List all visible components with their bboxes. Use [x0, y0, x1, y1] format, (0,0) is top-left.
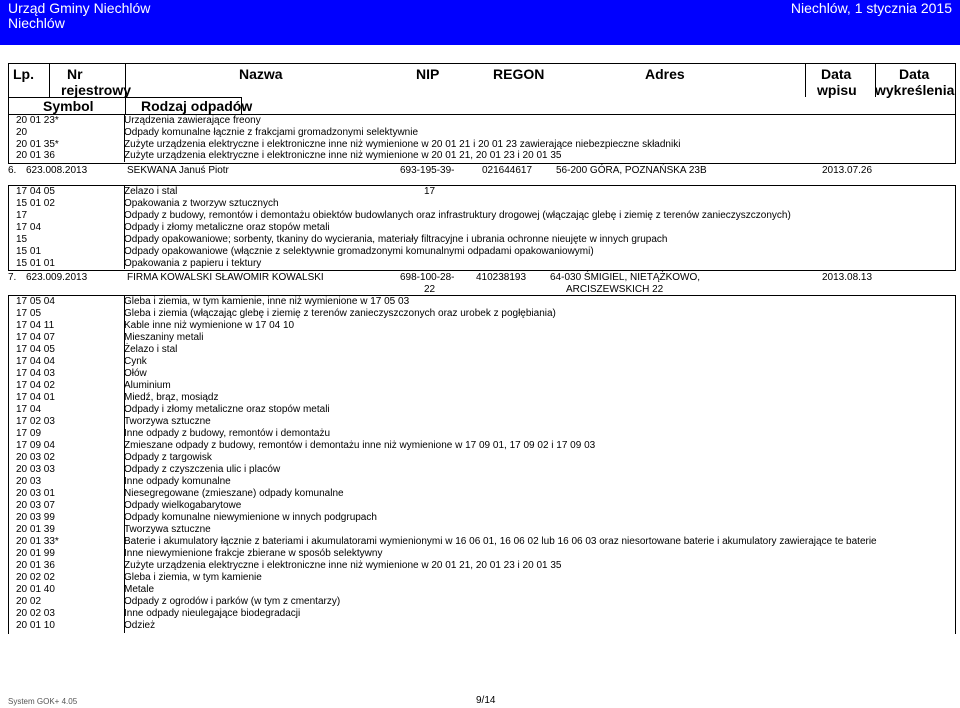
entry-nazwa: FIRMA KOWALSKI SŁAWOMIR KOWALSKI: [127, 272, 324, 283]
col-nr: Nr: [67, 66, 83, 82]
col-adres: Adres: [645, 66, 685, 82]
col-nip: NIP: [416, 66, 440, 82]
entry-regon: 410238193: [476, 272, 527, 283]
page-number: 9/14: [476, 695, 496, 706]
col-rodzaj: Rodzaj odpadów: [141, 98, 253, 114]
entry-adres-2: ARCISZEWSKICH 22: [566, 284, 664, 295]
col-data-wykreslenia: Data: [899, 66, 930, 82]
col-nazwa: Nazwa: [239, 66, 283, 82]
entry-nip: 698-100-28-: [400, 272, 455, 283]
entry-data: 2013.07.26: [822, 165, 873, 176]
entry-lp: 6.: [8, 165, 17, 176]
entry-adres: 64-030 ŚMIGIEL, NIETĄŻKOWO,: [550, 272, 701, 283]
entry-nip: 693-195-39-: [400, 165, 455, 176]
entry-nip-2: 17: [424, 186, 436, 197]
col-data-wykreslenia-2: wykreślenia: [875, 82, 955, 98]
entry-regon: 021644617: [482, 165, 533, 176]
entry-adres: 56-200 GÓRA, POZNAŃSKA 23B: [556, 165, 707, 176]
col-symbol: Symbol: [43, 98, 94, 114]
col-regon: REGON: [493, 66, 545, 82]
report-date: Niechlów, 1 stycznia 2015: [790, 0, 952, 16]
col-data-wpisu: Data: [821, 66, 852, 82]
system-version: System GOK+ 4.05: [8, 697, 78, 706]
column-header: [8, 63, 956, 115]
entry-lp: 7.: [8, 272, 17, 283]
col-rejestrowy: rejestrowy: [61, 82, 132, 98]
org-name: Urząd Gminy Niechlów: [8, 0, 151, 16]
town-name: Niechlów: [8, 15, 65, 31]
entry-nazwa: SEKWANA Januś Piotr: [127, 165, 229, 176]
entry-data: 2013.08.13: [822, 272, 873, 283]
col-lp: Lp.: [13, 66, 34, 82]
entry-nr: 623.009.2013: [26, 272, 88, 283]
entry-nip-2: 22: [424, 284, 436, 295]
entry-nr: 623.008.2013: [26, 165, 88, 176]
col-data-wpisu-2: wpisu: [817, 82, 857, 98]
report-header-bar: [0, 0, 960, 45]
